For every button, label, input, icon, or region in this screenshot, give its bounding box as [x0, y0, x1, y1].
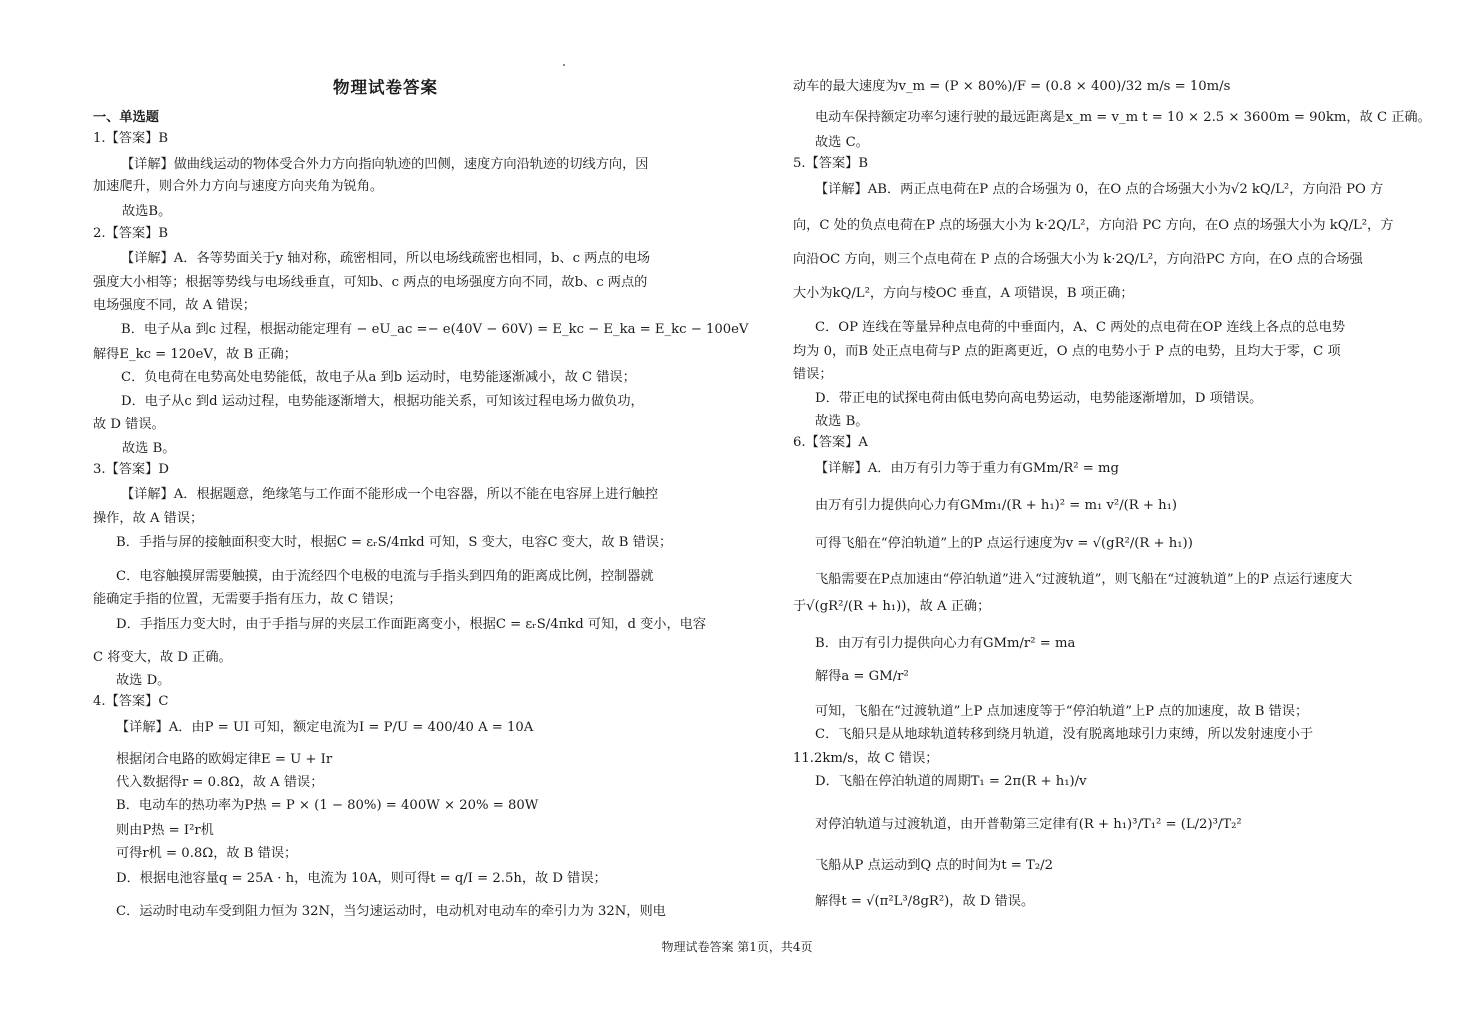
text-line: C．飞船只是从地球轨道转移到绕月轨道，没有脱离地球引力束缚，所以发射速度小于 [815, 727, 1314, 742]
text-line: 1.【答案】B [93, 131, 169, 146]
text-line: 【详解】A．由万有引力等于重力有GMm/R² = mg [815, 461, 1119, 476]
text-line: C．电容触摸屏需要触摸，由于流经四个电极的电流与手指头到四角的距离成比例，控制器就 [116, 569, 654, 584]
page-footer: 物理试卷答案 第1页，共4页 [661, 940, 813, 954]
text-line: C．OP 连线在等量异种点电荷的中垂面内，A、C 两处的点电荷在OP 连线上各点的总电势 [815, 320, 1346, 335]
text-line: 加速爬升，则合外力方向与速度方向夹角为锐角。 [93, 179, 384, 194]
text-line: D．飞船在停泊轨道的周期T₁ = 2π(R + h₁)/v [815, 774, 1087, 789]
text-line: D．手指压力变大时，由于手指与屏的夹层工作面距离变小，根据C = εᵣS/4πkd 可知，d 变小，电容 [116, 617, 707, 632]
text-line: 对停泊轨道与过渡轨道，由开普勒第三定律有(R + h₁)³/T₁² = (L/2)³/T₂² [815, 817, 1242, 832]
text-line: 【详解】AB．两正点电荷在P 点的合场强为 0，在O 点的合场强大小为√2 kQ/L²，方向沿 PO 方 [815, 182, 1384, 197]
text-line: 可知，飞船在“过渡轨道”上P 点加速度等于“停泊轨道”上P 点的加速度，故 B 错误； [815, 704, 1309, 719]
page-dot [563, 64, 565, 66]
text-line: C．负电荷在电势高处电势能低，故电子从a 到b 运动时，电势能逐渐减小，故 C 错误； [121, 370, 636, 385]
text-line: 故选B。 [122, 204, 172, 219]
text-line: 可得飞船在“停泊轨道”上的P 点运行速度为v = √(gR²/(R + h₁)) [815, 536, 1193, 551]
text-line: 11.2km/s，故 C 错误； [793, 751, 939, 766]
text-line: 4.【答案】C [93, 694, 169, 709]
text-line: 由万有引力提供向心力有GMm₁/(R + h₁)² = m₁ v²/(R + h₁) [815, 498, 1178, 513]
section-heading: 一、单选题 [93, 110, 159, 125]
text-line: 电动车保持额定功率匀速行驶的最远距离是x_m = v_m t = 10 × 2.5 × 3600m = 90km，故 C 正确。 [815, 110, 1431, 125]
page-title: 物理试卷答案 [333, 78, 438, 97]
text-line: 故选 B。 [122, 441, 176, 456]
text-line: 可得r机 = 0.8Ω，故 B 错误； [116, 846, 298, 861]
text-line: 代入数据得r = 0.8Ω，故 A 错误； [116, 775, 324, 790]
text-line: 于√(gR²/(R + h₁))，故 A 正确； [793, 599, 991, 614]
text-line: 根据闭合电路的欧姆定律E = U + Ir [116, 752, 333, 767]
text-line: 动车的最大速度为v_m = (P × 80%)/F = (0.8 × 400)/32 m/s = 10m/s [793, 79, 1231, 94]
text-line: B．电子从a 到c 过程，根据动能定理有 − eU_ac =− e(40V − 60V) = E_kc − E_ka = E_kc − 100eV [121, 322, 749, 337]
text-line: 故选 C。 [815, 135, 869, 150]
text-line: 强度大小相等；根据等势线与电场线垂直，可知b、c 两点的电场强度方向不同，故b、c 两点的 [93, 275, 648, 290]
text-line: B．电动车的热功率为P热 = P × (1 − 80%) = 400W × 20% = 80W [116, 798, 539, 813]
text-line: 故 D 错误。 [93, 417, 165, 432]
text-line: 操作，故 A 错误； [93, 511, 204, 526]
text-line: 【详解】A．根据题意，绝缘笔与工作面不能形成一个电容器，所以不能在电容屏上进行触控 [121, 487, 659, 502]
text-line: 解得E_kc = 120eV，故 B 正确； [93, 347, 297, 362]
text-line: C 将变大，故 D 正确。 [93, 650, 232, 665]
text-line: C．运动时电动车受到阻力恒为 32N，当匀速运动时，电动机对电动车的牵引力为 32N，则电 [116, 904, 666, 919]
text-line: 故选 D。 [116, 673, 171, 688]
text-line: 解得t = √(π²L³/8gR²)，故 D 错误。 [815, 894, 1035, 909]
text-line: 【详解】做曲线运动的物体受合外力方向指向轨迹的凹侧，速度方向沿轨迹的切线方向，因 [121, 157, 649, 172]
text-line: 3.【答案】D [93, 462, 169, 477]
text-line: 电场强度不同，故 A 错误； [93, 298, 256, 313]
text-line: 均为 0，而B 处正点电荷与P 点的距离更近，O 点的电势小于 P 点的电势，且均大于零，C 项 [793, 344, 1341, 359]
text-line: B．由万有引力提供向心力有GMm/r² = ma [815, 636, 1076, 651]
text-line: 飞船从P 点运动到Q 点的时间为t = T₂/2 [815, 858, 1053, 873]
text-line: 则由P热 = I²r机 [116, 823, 214, 838]
text-line: B．手指与屏的接触面积变大时，根据C = εᵣS/4πkd 可知，S 变大，电容C 变大，故 B 错误； [116, 535, 673, 550]
text-line: 大小为kQ/L²，方向与棱OC 垂直，A 项错误，B 项正确； [793, 286, 1134, 301]
text-line: 6.【答案】A [793, 435, 868, 450]
text-line: D．带正电的试探电荷由低电势向高电势运动，电势能逐渐增加，D 项错误。 [815, 391, 1263, 406]
text-line: 2.【答案】B [93, 226, 169, 241]
text-line: 向沿OC 方向，则三个点电荷在 P 点的合场强大小为 k·2Q/L²，方向沿PC 方向，在O 点的合场强 [793, 252, 1363, 267]
text-line: 飞船需要在P点加速由“停泊轨道”进入“过渡轨道”，则飞船在“过渡轨道”上的P 点运行速度大 [815, 572, 1353, 587]
text-line: 【详解】A．由P = UI 可知，额定电流为I = P/U = 400/40 A = 10A [116, 720, 534, 735]
text-line: 能确定手指的位置，无需要手指有压力，故 C 错误； [93, 592, 402, 607]
text-line: 解得a = GM/r² [815, 669, 909, 684]
text-line: D．电子从c 到d 运动过程，电势能逐渐增大，根据功能关系，可知该过程电场力做负功， [121, 394, 644, 409]
text-line: D．根据电池容量q = 25A · h，电流为 10A，则可得t = q/I = 2.5h，故 D 错误； [116, 871, 607, 886]
text-line: 向，C 处的负点电荷在P 点的场强大小为 k·2Q/L²，方向沿 PC 方向，在O 点的场强大小为 kQ/L²，方 [793, 218, 1394, 233]
text-line: 故选 B。 [815, 414, 869, 429]
text-line: 错误； [793, 367, 833, 382]
text-line: 【详解】A．各等势面关于y 轴对称，疏密相同，所以电场线疏密也相同，b、c 两点的电场 [121, 251, 651, 266]
text-line: 5.【答案】B [793, 156, 869, 171]
